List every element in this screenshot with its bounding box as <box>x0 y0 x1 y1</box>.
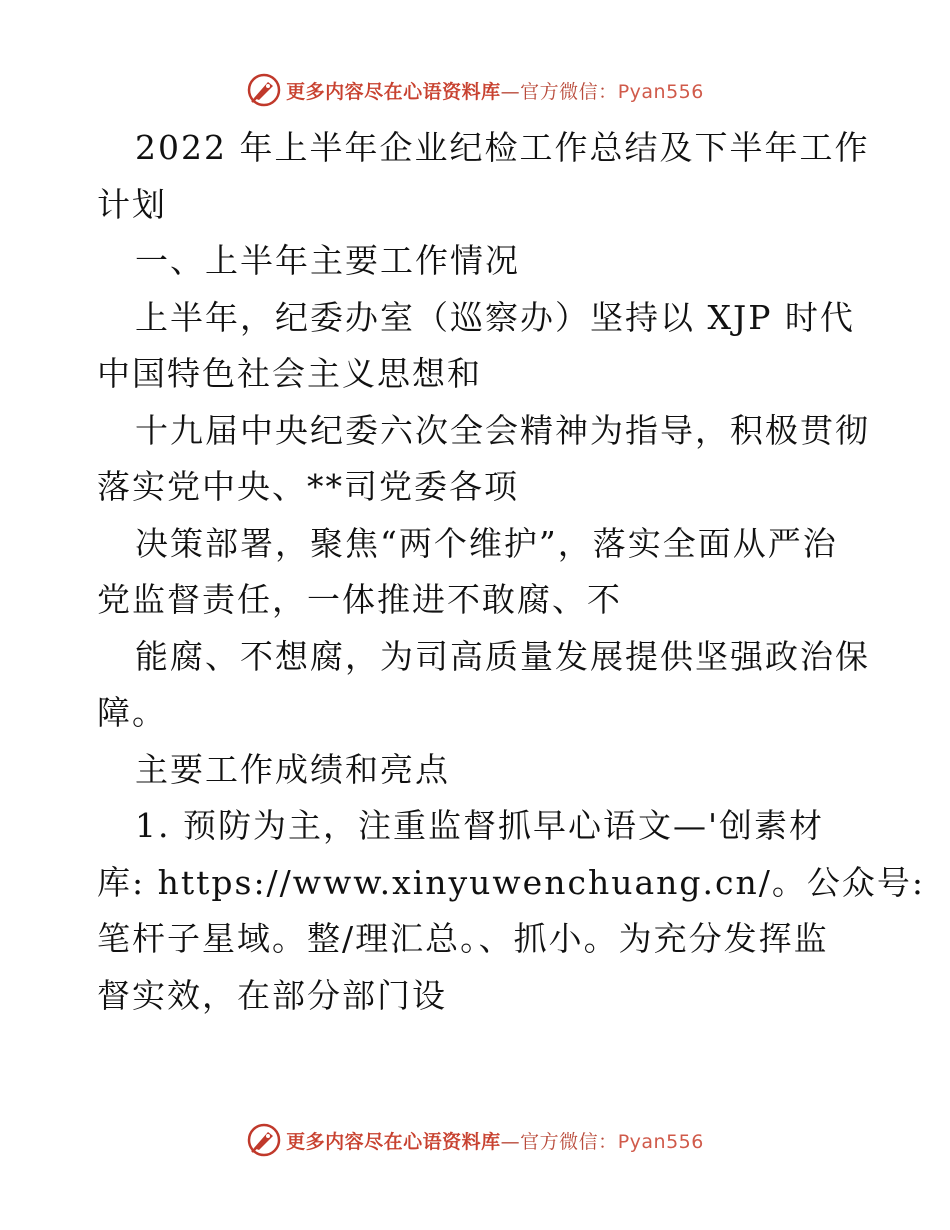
watermark-text: 更多内容尽在心语资料库—官方微信：Pyan556 <box>286 1130 704 1153</box>
paragraph-line: 库: https://www.xinyuwenchuang.cn/。公众号: <box>97 862 925 902</box>
paragraph-line: 1. 预防为主，注重监督抓早心语文—'创素材 <box>135 806 825 845</box>
paragraph-line: 笔杆子星域。整/理汇总。、抓小。为充分发挥监 <box>97 919 829 958</box>
watermark-text: 更多内容尽在心语资料库—官方微信：Pyan556 <box>286 80 704 103</box>
paragraph-line: 决策部署，聚焦“两个维护”，落实全面从严治 <box>135 523 838 563</box>
paragraph-line: 十九届中央纪委六次全会精神为指导，积极贯彻 <box>135 410 870 450</box>
paragraph-line: 落实党中央、**司党委各项 <box>97 467 519 506</box>
pen-nib-logo-icon <box>246 72 282 108</box>
document-title-line-1: 2022 年上半年企业纪检工作总结及下半年工作 <box>135 128 870 167</box>
paragraph-line: 障。 <box>97 693 167 732</box>
paragraph-line: 能腐、不想腐，为司高质量发展提供坚强政治保 <box>135 636 870 676</box>
footer-watermark-banner <box>0 1118 950 1162</box>
paragraph-line: 党监督责任，一体推进不敢腐、不 <box>97 580 622 619</box>
paragraph-line: 督实效，在部分部门设 <box>97 975 447 1015</box>
document-title-line-2: 计划 <box>97 184 167 224</box>
paragraph-line: 上半年，纪委办室（巡察办）坚持以 XJP 时代 <box>135 297 855 337</box>
section-heading: 一、上半年主要工作情况 <box>135 241 520 280</box>
document-body <box>97 120 925 1024</box>
subsection-heading: 主要工作成绩和亮点 <box>135 749 450 789</box>
header-watermark-banner <box>0 68 950 112</box>
paragraph-line: 中国特色社会主义思想和 <box>97 354 482 393</box>
pen-nib-logo-icon <box>246 1122 282 1158</box>
